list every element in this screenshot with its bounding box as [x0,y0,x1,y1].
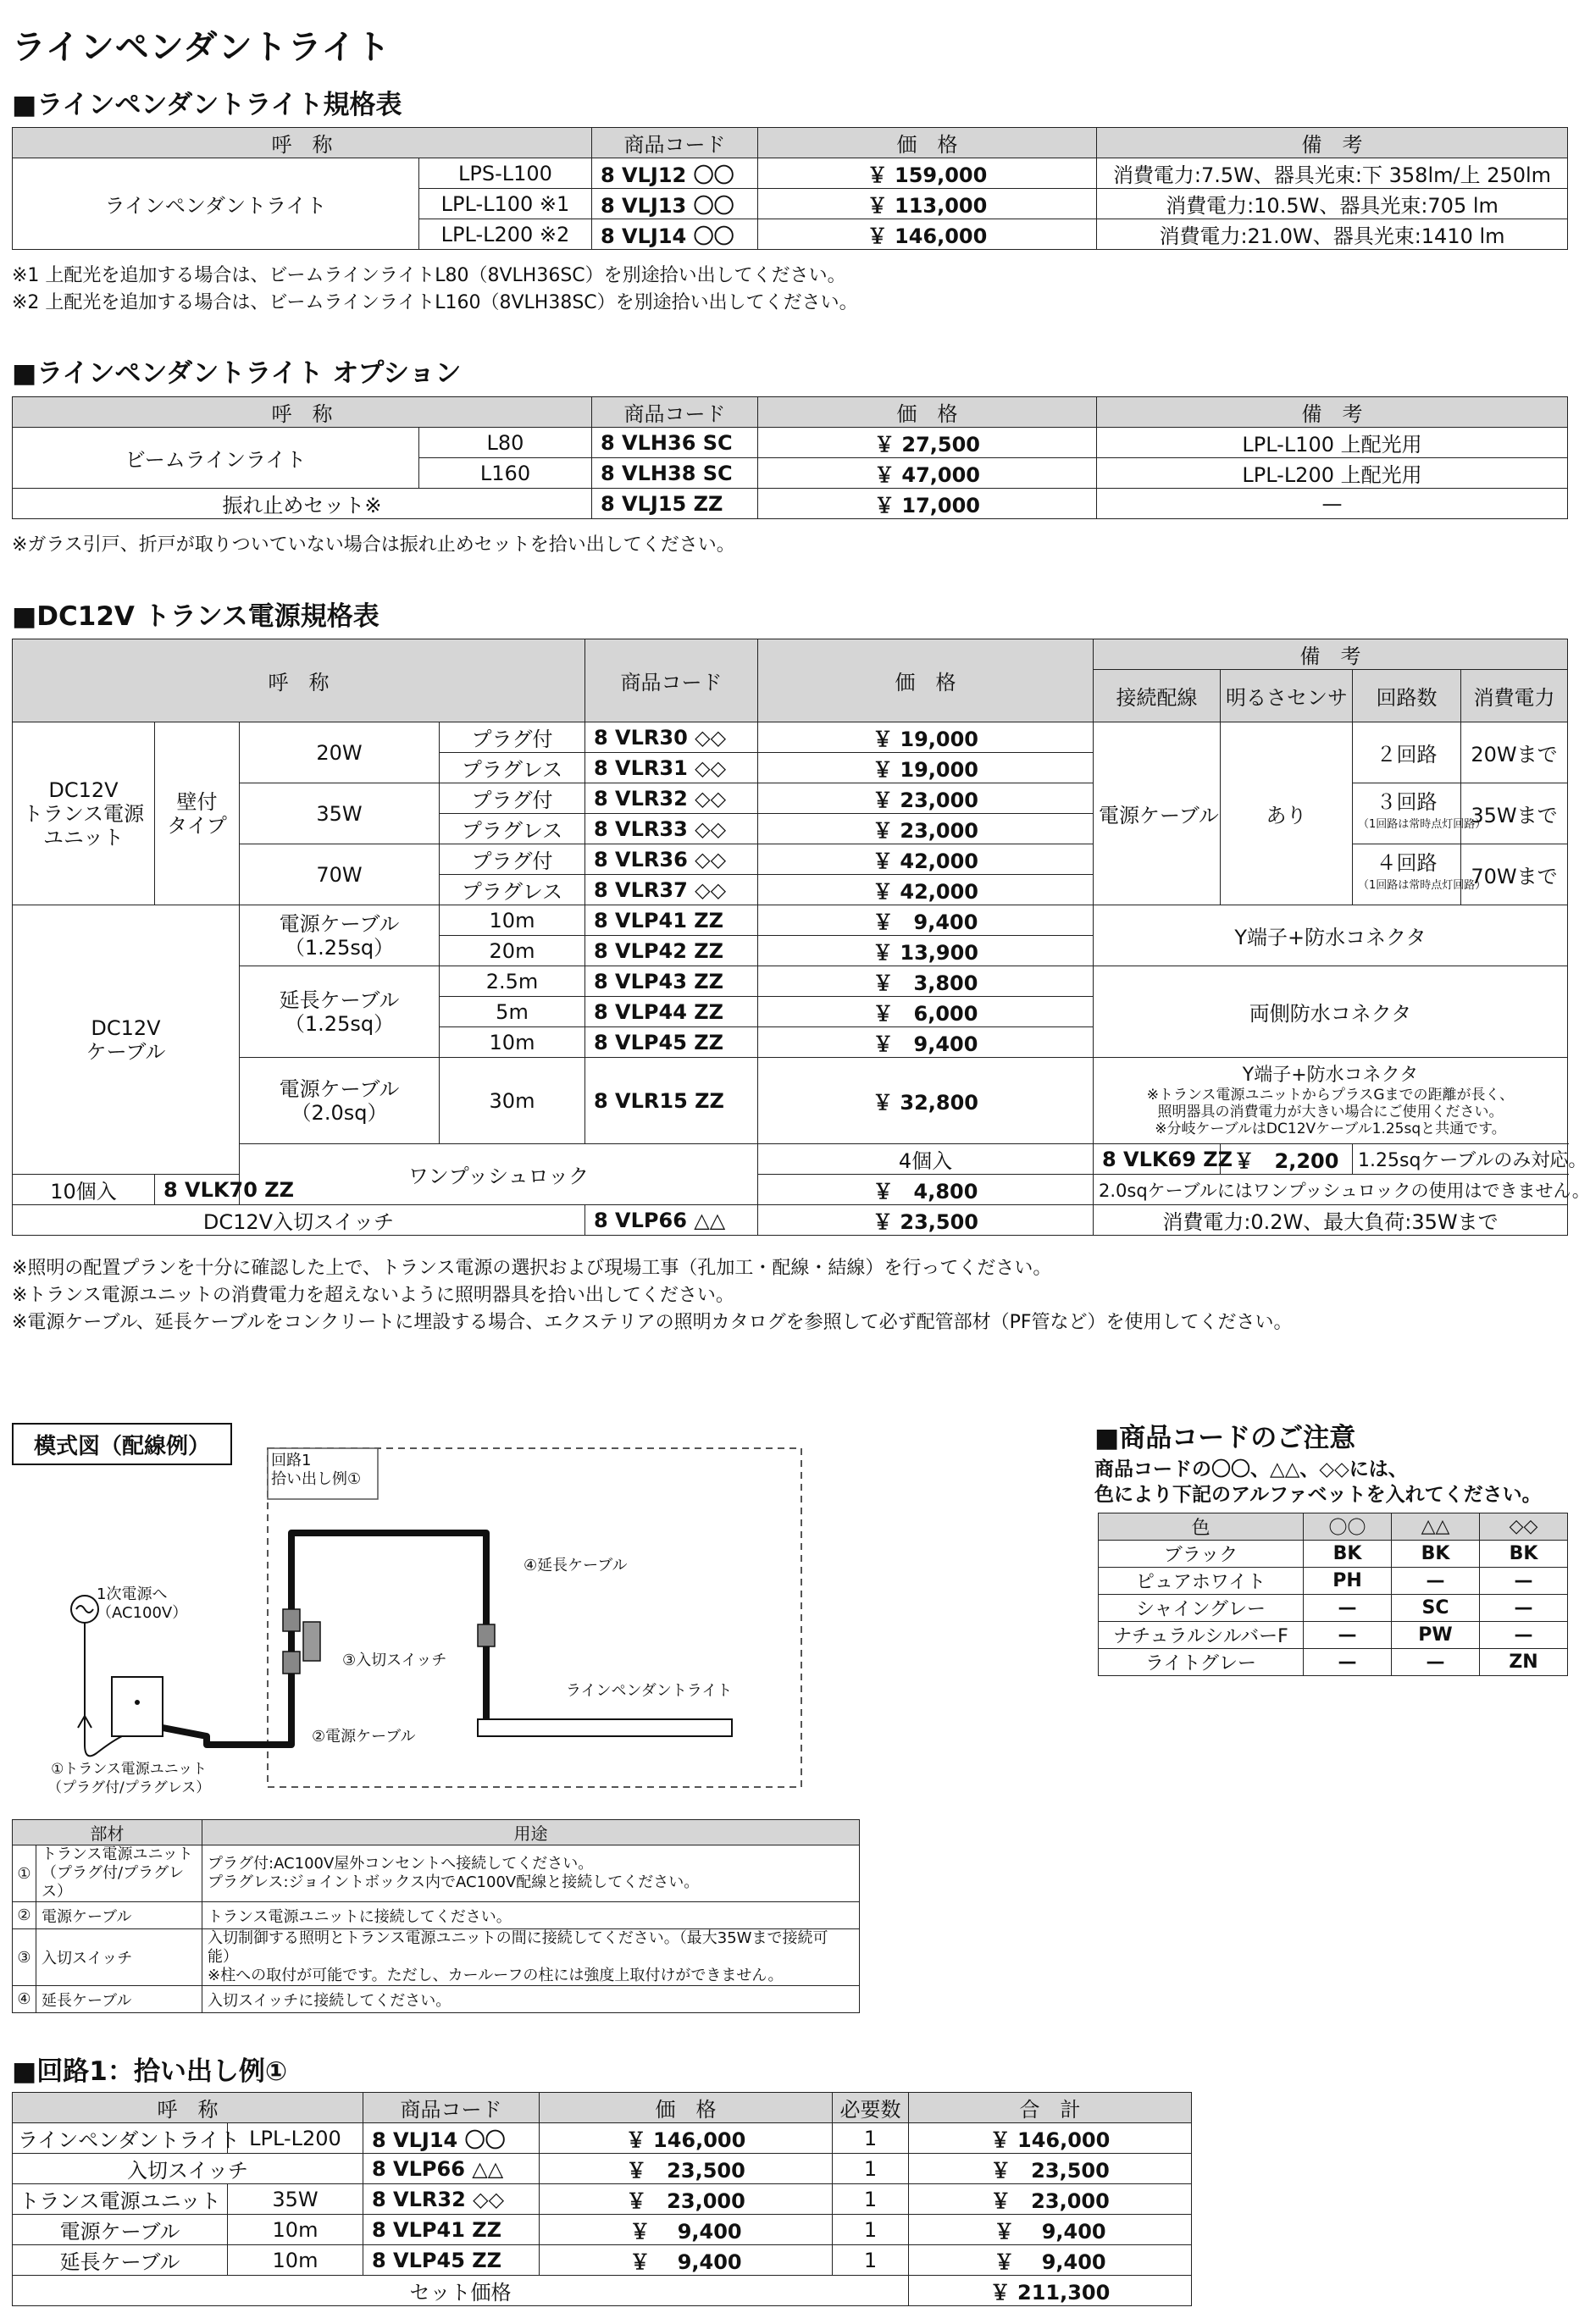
trans-lock-note: 2.0sqケーブルにはワンプッシュロックの使用はできません。 [1094,1175,1568,1205]
trans-sensor: あり [1221,722,1353,905]
diagram-light-label: ラインペンダントライト [566,1682,733,1700]
example-qty: 1 [833,2123,909,2154]
connector-icon [283,1609,300,1631]
trans-cable-note [1094,1058,1568,1144]
option-header-note: 備 考 [1097,397,1568,428]
trans-header-power: 消費電力 [1461,670,1568,722]
parts-use: トランス電源ユニットに接続してください。 [202,1902,860,1929]
option-code: 8 VLH36 SC [592,428,758,458]
color-name: ライトグレー [1099,1649,1304,1676]
power-cable-line [163,1533,486,1745]
spec-price: ￥ 146,000 [758,219,1097,250]
color-code: BK [1304,1541,1392,1568]
color-code: SC [1392,1595,1480,1622]
option-set-code: 8 VLJ15 ZZ [592,489,758,519]
spec-footnote-2: ※2 上配光を追加する場合は、ビームラインライトL160（8VLH38SC）を別途拾い出してください。 [12,292,858,313]
example-total: ￥ 23,000 [909,2184,1192,2215]
circuit-count-text: ３回路 [1376,790,1438,814]
trans-unit-group: DC12V トランス電源 ユニット [13,722,155,905]
parts-num: ③ [13,1929,36,1986]
example-total: ￥ 146,000 [909,2123,1192,2154]
example-qty: 1 [833,2154,909,2184]
example-header: 必要数 [833,2093,909,2123]
example-total: ￥ 9,400 [909,2215,1192,2245]
example-set-label: セット価格 [13,2276,909,2306]
trans-header-note: 備 考 [1094,639,1568,670]
trans-circuit-max: 20Wまで [1461,722,1568,783]
ac-wave-icon [76,1606,93,1613]
trans-cable-name: 電源ケーブル （2.0sq） [240,1058,440,1144]
trans-cable-code: 8 VLP45 ZZ [585,1027,758,1058]
colorcode-header: 色 [1099,1513,1304,1541]
trans-header-wiring: 接続配線 [1094,670,1221,722]
colorcode-header: △△ [1392,1513,1480,1541]
trans-cable-length: 5m [440,997,585,1027]
parts-name: トランス電源ユニット （プラグ付/プラグレス） [36,1845,202,1902]
trans-switch-code: 8 VLP66 △△ [585,1205,758,1236]
trans-unit-code: 8 VLR33 ◇◇ [585,814,758,844]
switch-icon [303,1622,320,1661]
parts-table [12,1819,860,2013]
color-code: — [1392,1568,1480,1595]
trans-switch-note: 消費電力:0.2W、最大負荷:35Wまで [1094,1205,1568,1236]
trans-unit-plug: プラグレス [440,875,585,905]
option-note: LPL-L200 上配光用 [1097,458,1568,489]
option-header-code: 商品コード [592,397,758,428]
trans-unit-price: ￥ 42,000 [758,844,1094,875]
trans-unit-watt: 70W [240,844,440,905]
color-code: BK [1480,1541,1568,1568]
spec-model: LPL-L200 ※2 [419,219,592,250]
trans-cable-price: ￥ 6,000 [758,997,1094,1027]
spec-price: ￥ 113,000 [758,189,1097,219]
spec-code: 8 VLJ13 〇〇 [592,189,758,219]
diagram-ext-label: ④延長ケーブル [524,1557,628,1574]
trans-lock-qty: 10個入 [13,1175,155,1205]
option-set-name: 振れ止めセット※ [13,489,592,519]
example-header: 商品コード [363,2093,540,2123]
trans-cable-length: 20m [440,936,585,966]
example-header: 価 格 [540,2093,833,2123]
color-name: ナチュラルシルバーF [1099,1622,1304,1649]
parts-name: 入切スイッチ [36,1929,202,1986]
example-heading: ■回路1：拾い出し例① [12,2056,288,2087]
parts-header: 用途 [202,1820,860,1845]
example-total: ￥ 9,400 [909,2245,1192,2276]
color-code: — [1480,1568,1568,1595]
example-name: 延長ケーブル [13,2245,228,2276]
cable-note-sub: 照明器具の消費電力が大きい場合にご使用ください。 [1157,1103,1504,1120]
trans-header-circuits: 回路数 [1353,670,1461,722]
spec-heading: ■ラインペンダントライト規格表 [12,90,402,120]
colorcode-desc-1: 商品コードの〇〇、△△、◇◇には、 [1094,1458,1408,1480]
trans-unit-code: 8 VLR37 ◇◇ [585,875,758,905]
diagram-switch-label: ③入切スイッチ [342,1652,447,1669]
trans-circuit-max: 35Wまで [1461,783,1568,844]
example-model: LPL-L200 [228,2123,363,2154]
trans-unit-watt: 20W [240,722,440,783]
trans-cable-note: Y端子+防水コネクタ [1094,905,1568,966]
diagram-unit-label: ①トランス電源ユニット （プラグ付/プラグレス） [47,1761,211,1796]
option-header-name: 呼 称 [13,397,592,428]
parts-num: ④ [13,1986,36,2013]
color-code: PW [1392,1622,1480,1649]
spec-price: ￥ 159,000 [758,158,1097,189]
color-code: ZN [1480,1649,1568,1676]
trans-unit-code: 8 VLR30 ◇◇ [585,722,758,753]
trans-cable-length: 2.5m [440,966,585,997]
color-name: ピュアホワイト [1099,1568,1304,1595]
parts-num: ② [13,1902,36,1929]
color-code: BK [1392,1541,1480,1568]
spec-header-name: 呼 称 [13,128,592,158]
option-model: L80 [419,428,592,458]
parts-use: プラグ付:AC100V屋外コンセントへ接続してください。 プラグレス:ジョイントボックス内でAC100V配線と接続してください。 [202,1845,860,1902]
spec-model: LPS-L100 [419,158,592,189]
cable-note-sub: ※トランス電源ユニットからプラスGまでの距離が長く、 [1146,1086,1515,1104]
spec-header-note: 備 考 [1097,128,1568,158]
trans-wiring: 電源ケーブル [1094,722,1221,905]
trans-unit-code: 8 VLR32 ◇◇ [585,783,758,814]
circuit-note: （1回路は常時点灯回路） [1358,818,1487,831]
spec-group: ラインペンダントライト [13,158,419,250]
trans-lock-note: 1.25sqケーブルのみ対応。 [1353,1144,1568,1175]
example-model: 35W [228,2184,363,2215]
parts-use: 入切制御する照明とトランス電源ユニットの間に接続してください。（最大35Wまで接続可能） ※柱への取付が可能です。ただし、カールーフの柱には強度上取付けができません。 [202,1929,860,1986]
cable-note-sub: ※分岐ケーブルはDC12Vケーブル1.25sqと共通です。 [1155,1120,1506,1137]
trans-lock-price: ￥ 2,200 [1221,1144,1353,1175]
option-table [12,396,1568,519]
connector-icon [478,1624,495,1646]
trans-footnote-1: ※照明の配置プランを十分に確認した上で、トランス電源の選択および現場工事（孔加工・配線・結線）を行ってください。 [12,1258,1052,1279]
diagram-cable-label: ②電源ケーブル [312,1728,416,1746]
spec-code: 8 VLJ12 〇〇 [592,158,758,189]
trans-header-name: 呼 称 [13,639,585,722]
example-header: 合 計 [909,2093,1192,2123]
line-pendant-light-icon [478,1719,732,1736]
trans-heading: ■DC12V トランス電源規格表 [12,601,379,632]
diagram-power-label: 1次電源へ （AC100V） [97,1585,188,1622]
spec-note: 消費電力:10.5W、器具光束:705 lm [1097,189,1568,219]
trans-cable-code: 8 VLP43 ZZ [585,966,758,997]
example-qty: 1 [833,2184,909,2215]
color-name: ブラック [1099,1541,1304,1568]
spec-footnote-1: ※1 上配光を追加する場合は、ビームラインライトL80（8VLH36SC）を別途拾い出してください。 [12,265,846,286]
option-code: 8 VLH38 SC [592,458,758,489]
example-price: ￥ 9,400 [540,2215,833,2245]
trans-cable-code: 8 VLP41 ZZ [585,905,758,936]
example-name: 電源ケーブル [13,2215,228,2245]
trans-cable-name: 電源ケーブル （1.25sq） [240,905,440,966]
trans-cable-length: 10m [440,905,585,936]
trans-switch-name: DC12V入切スイッチ [13,1205,585,1236]
example-code: 8 VLJ14 〇〇 [363,2123,540,2154]
example-code: 8 VLP45 ZZ [363,2245,540,2276]
trans-footnote-2: ※トランス電源ユニットの消費電力を超えないように照明器具を拾い出してください。 [12,1285,734,1306]
trans-unit-plug: プラグ付 [440,722,585,753]
example-price: ￥ 146,000 [540,2123,833,2154]
unit-dot [135,1700,140,1705]
trans-lock-name: ワンプッシュロック [240,1144,758,1205]
trans-unit-plug: プラグレス [440,753,585,783]
trans-cable-price: ￥ 9,400 [758,905,1094,936]
trans-cable-code: 8 VLR15 ZZ [585,1058,758,1144]
trans-circuit-count: ２回路 [1353,722,1461,783]
option-note: LPL-L100 上配光用 [1097,428,1568,458]
option-price: ￥ 27,500 [758,428,1097,458]
diagram-circuit-label: 回路1 拾い出し例① [271,1452,362,1488]
example-code: 8 VLP41 ZZ [363,2215,540,2245]
spec-header-code: 商品コード [592,128,758,158]
color-code: — [1304,1622,1392,1649]
parts-use: 入切スイッチに接続してください。 [202,1986,860,2013]
trans-unit-price: ￥ 19,000 [758,722,1094,753]
connector-icon [283,1652,300,1674]
trans-unit-price: ￥ 42,000 [758,875,1094,905]
trans-unit-price: ￥ 23,000 [758,814,1094,844]
trans-cable-code: 8 VLP42 ZZ [585,936,758,966]
example-name: 入切スイッチ [13,2154,363,2184]
trans-lock-price: ￥ 4,800 [758,1175,1094,1205]
trans-circuit-max: 70Wまで [1461,844,1568,905]
spec-code: 8 VLJ14 〇〇 [592,219,758,250]
circuit-note: （1回路は常時点灯回路） [1358,879,1487,892]
parts-num: ① [13,1845,36,1902]
page-title: ラインペンダントライト [12,28,391,67]
trans-cable-price: ￥ 3,800 [758,966,1094,997]
colorcode-header: 〇〇 [1304,1513,1392,1541]
trans-table [12,639,1590,1236]
spec-note: 消費電力:21.0W、器具光束:1410 lm [1097,219,1568,250]
option-heading: ■ラインペンダントライト オプション [12,358,462,389]
option-footnote: ※ガラス引戸、折戸が取りついていない場合は振れ止めセットを拾い出してください。 [12,534,735,556]
example-model: 10m [228,2245,363,2276]
circuit-count-text: ４回路 [1376,851,1438,875]
transformer-unit-icon [112,1677,163,1736]
example-qty: 1 [833,2245,909,2276]
trans-cable-code: 8 VLP44 ZZ [585,997,758,1027]
example-code: 8 VLR32 ◇◇ [363,2184,540,2215]
trans-cable-group: DC12V ケーブル [13,905,240,1175]
option-header-price: 価 格 [758,397,1097,428]
trans-cable-price: ￥ 9,400 [758,1027,1094,1058]
trans-unit-watt: 35W [240,783,440,844]
trans-footnote-3: ※電源ケーブル、延長ケーブルをコンクリートに埋設する場合、エクステリアの照明カタログを参照して必ず配管部材（PF管など）を使用してください。 [12,1312,1293,1333]
color-code: — [1304,1595,1392,1622]
option-group: ビームラインライト [13,428,419,489]
trans-cable-price: ￥ 32,800 [758,1058,1094,1144]
example-model: 10m [228,2215,363,2245]
trans-cable-length: 30m [440,1058,585,1144]
spec-table [12,127,1568,250]
trans-lock-code: 8 VLK69 ZZ [1094,1144,1221,1175]
option-price: ￥ 47,000 [758,458,1097,489]
colorcode-desc-2: 色により下記のアルファベットを入れてください。 [1094,1484,1542,1506]
spec-note: 消費電力:7.5W、器具光束:下 358lm/上 250lm [1097,158,1568,189]
trans-cable-price: ￥ 13,900 [758,936,1094,966]
trans-lock-qty: 4個入 [758,1144,1094,1175]
example-code: 8 VLP66 △△ [363,2154,540,2184]
spec-model: LPL-L100 ※1 [419,189,592,219]
example-price: ￥ 23,000 [540,2184,833,2215]
trans-unit-type: 壁付 タイプ [155,722,240,905]
color-code: — [1304,1649,1392,1676]
example-total: ￥ 23,500 [909,2154,1192,2184]
trans-header-price: 価 格 [758,639,1094,722]
parts-name: 電源ケーブル [36,1902,202,1929]
trans-unit-code: 8 VLR31 ◇◇ [585,753,758,783]
parts-name: 延長ケーブル [36,1986,202,2013]
example-qty: 1 [833,2215,909,2245]
trans-switch-price: ￥ 23,500 [758,1205,1094,1236]
colorcode-heading: ■商品コードのご注意 [1094,1423,1356,1453]
trans-circuit-count [1353,844,1487,905]
colorcode-header: ◇◇ [1480,1513,1568,1541]
example-price: ￥ 23,500 [540,2154,833,2184]
example-header: 呼 称 [13,2093,363,2123]
diagram-label: 模式図（配線例） [12,1423,232,1465]
trans-circuit-count [1353,783,1487,844]
option-model: L160 [419,458,592,489]
trans-cable-length: 10m [440,1027,585,1058]
trans-unit-plug: プラグ付 [440,844,585,875]
color-code: — [1480,1622,1568,1649]
cable-note-main: Y端子+防水コネクタ [1242,1064,1419,1086]
color-code: PH [1304,1568,1392,1595]
example-table [12,2092,1192,2306]
trans-unit-price: ￥ 19,000 [758,753,1094,783]
trans-unit-plug: プラグレス [440,814,585,844]
example-name: ラインペンダントライト [13,2123,228,2154]
trans-cable-name: 延長ケーブル （1.25sq） [240,966,440,1058]
parts-header: 部材 [13,1820,202,1845]
option-set-note: — [1097,489,1568,519]
trans-unit-code: 8 VLR36 ◇◇ [585,844,758,875]
example-set-total: ￥ 211,300 [909,2276,1192,2306]
spec-header-price: 価 格 [758,128,1097,158]
color-name: シャイングレー [1099,1595,1304,1622]
trans-lock-code: 8 VLK70 ZZ [155,1175,240,1205]
example-price: ￥ 9,400 [540,2245,833,2276]
trans-cable-note: 両側防水コネクタ [1094,966,1568,1058]
trans-unit-plug: プラグ付 [440,783,585,814]
option-set-price: ￥ 17,000 [758,489,1097,519]
trans-unit-price: ￥ 23,000 [758,783,1094,814]
color-code: — [1392,1649,1480,1676]
trans-header-code: 商品コード [585,639,758,722]
trans-header-sensor: 明るさセンサ [1221,670,1353,722]
colorcode-table [1098,1513,1568,1676]
color-code: — [1480,1595,1568,1622]
example-name: トランス電源ユニット [13,2184,228,2215]
